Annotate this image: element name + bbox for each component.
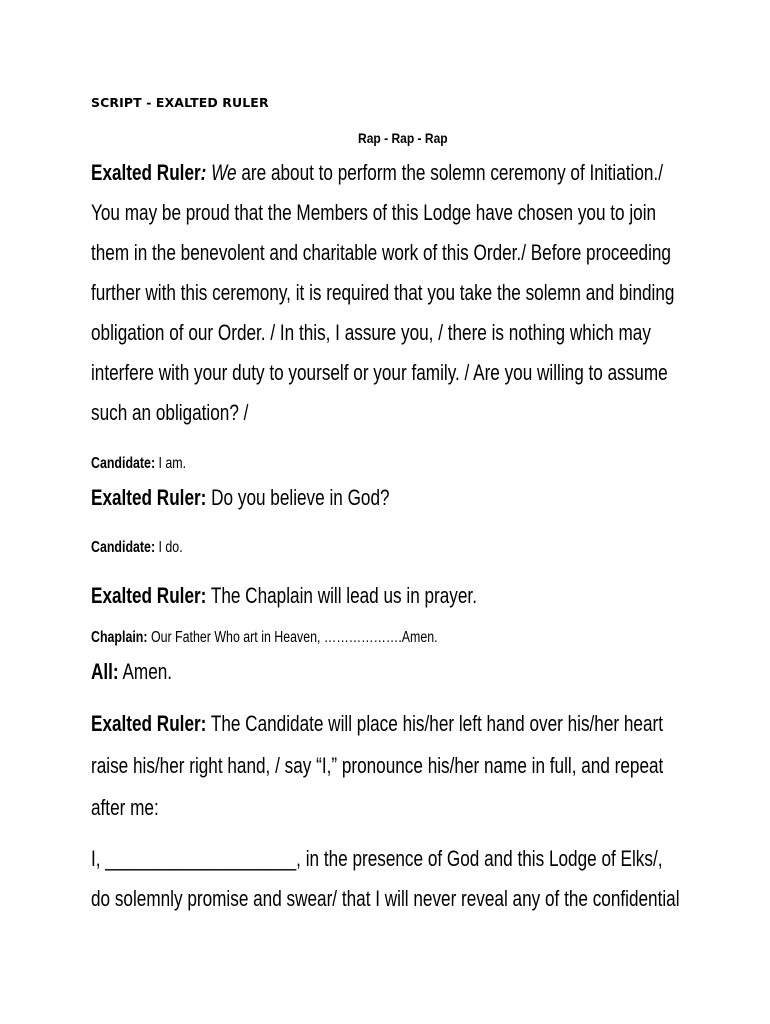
candidate-response-1 (91, 455, 186, 473)
exalted-ruler-line-2: You may be proud that the Members of this Lodge have chosen you to join (91, 200, 657, 225)
rap-cue: Rap - Rap - Rap (358, 130, 448, 146)
exalted-ruler-line-3: them in the benevolent and charitable work of this Order./ Before proceeding (91, 240, 671, 265)
speaker-label: Exalted Ruler (91, 160, 201, 185)
speaker-label: Exalted Ruler: (91, 583, 207, 608)
oath-line-1: I, ____________________, in the presence of God and this Lodge of Elks/, (91, 846, 663, 871)
speaker-label: Exalted Ruler: (91, 485, 207, 510)
exalted-ruler-line-6: interfere with your duty to yourself or your family. / Are you willing to assume (91, 360, 668, 385)
exalted-ruler-line-4: further with this ceremony, it is required that you take the solemn and binding (91, 280, 675, 305)
speaker-label: Exalted Ruler: (91, 711, 207, 736)
exalted-ruler-instruction-line-3: after me: (91, 795, 159, 820)
candidate-response-2 (91, 539, 183, 557)
chaplain-line (91, 629, 438, 647)
line-text: I am. (155, 455, 187, 472)
speaker-label: Chaplain: (91, 629, 148, 646)
line-text: Our Father Who art in Heaven, ……………….Amen. (147, 629, 438, 646)
exalted-ruler-line-1 (91, 160, 663, 186)
exalted-ruler-prayer-line (91, 583, 477, 609)
all-response-line (91, 659, 172, 685)
document-title: SCRIPT - EXALTED RULER (91, 95, 269, 110)
exalted-ruler-line-5: obligation of our Order. / In this, I assure you, / there is nothing which may (91, 320, 651, 345)
speaker-label: All: (91, 659, 119, 684)
line-text: Do you believe in God? (206, 485, 390, 510)
emphasis-word: We (211, 160, 237, 185)
line-text: The Candidate will place his/her left hand over his/her heart (206, 711, 663, 736)
exalted-ruler-question-god (91, 485, 390, 511)
speaker-colon: : (200, 160, 212, 185)
line-text: are about to perform the solemn ceremony of Initiation./ (236, 160, 663, 185)
speaker-label: Candidate: (91, 455, 156, 472)
exalted-ruler-line-7: such an obligation? / (91, 400, 249, 425)
oath-line-2: do solemnly promise and swear/ that I will never reveal any of the confidential (91, 886, 680, 911)
exalted-ruler-instruction-line-1 (91, 711, 663, 737)
exalted-ruler-instruction-line-2: raise his/her right hand, / say “I,” pronounce his/her name in full, and repeat (91, 753, 664, 778)
line-text: I do. (155, 539, 183, 556)
line-text: Amen. (118, 659, 173, 684)
line-text: The Chaplain will lead us in prayer. (206, 583, 477, 608)
speaker-label: Candidate: (91, 539, 156, 556)
